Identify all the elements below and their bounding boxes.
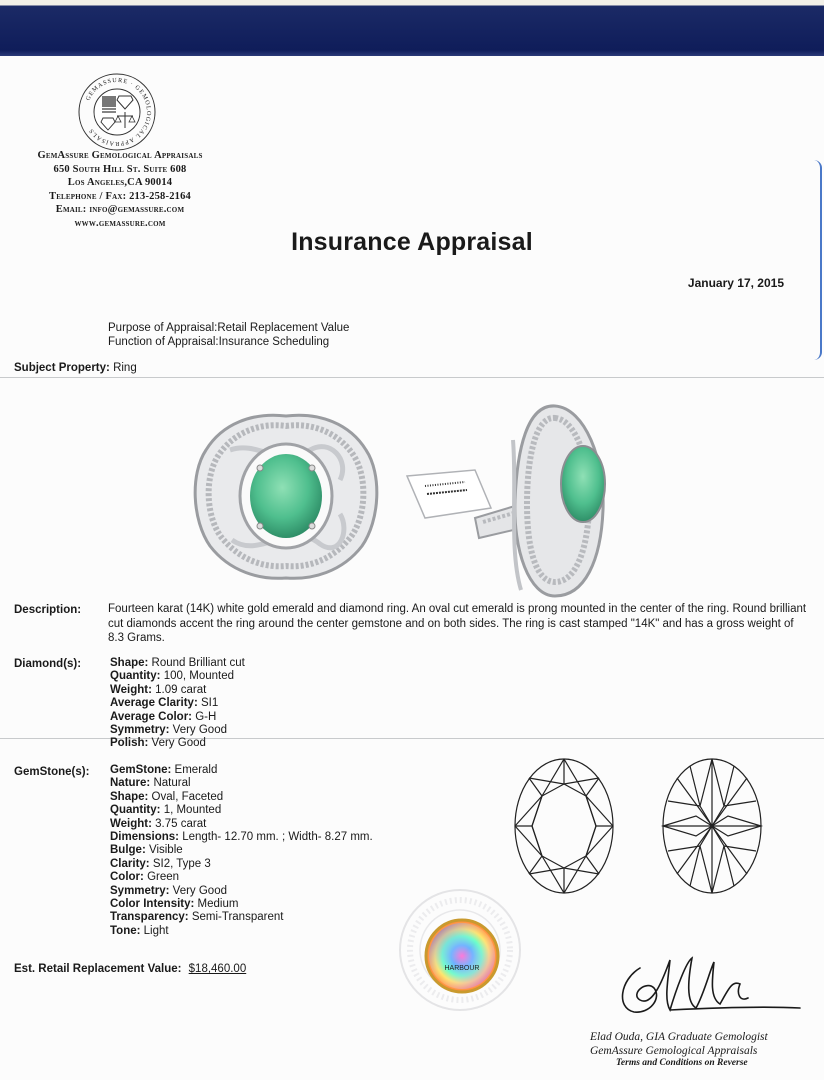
spec-row	[110, 831, 373, 844]
oval-crown-diagram	[512, 756, 616, 896]
purpose-line: Purpose of Appraisal:Retail Replacement Value	[108, 322, 350, 334]
company-phone: Telephone / Fax: 213-258-2164	[48, 190, 191, 202]
gemstones-label: GemStone(s):	[14, 766, 90, 778]
ring-photo-front	[190, 410, 382, 582]
spec-key: Nature:	[110, 777, 151, 790]
spec-row	[110, 858, 373, 871]
fold-line	[0, 377, 824, 378]
spec-value: Round Brilliant cut	[151, 657, 245, 669]
signatory-block	[590, 1030, 810, 1058]
oval-pavilion-diagram	[660, 756, 764, 896]
description-text: Fourteen karat (14K) white gold emerald and diamond ring. An oval cut emerald is prong mounted in the center of the ring. Round brilliant cut diamonds accent the ring around the center gemstone and on both sides. The ring is cast stamped "14K" and has a gross weight of 8.3 Grams.	[108, 603, 807, 644]
description-label: Description:	[14, 604, 82, 616]
signatory-company: GemAssure Gemological Appraisals	[590, 1045, 758, 1057]
spec-value: Visible	[148, 844, 183, 857]
terms-note: Terms and Conditions on Reverse	[616, 1058, 748, 1068]
spec-row	[110, 804, 373, 817]
spec-row	[110, 724, 245, 737]
diamonds-label: Diamond(s):	[14, 658, 82, 670]
spec-value: Oval, Faceted	[151, 790, 224, 803]
ring-photo-side	[405, 400, 625, 600]
gemstone-specs	[110, 764, 373, 938]
spec-row	[110, 818, 373, 831]
spec-value: 1, Mounted	[163, 804, 222, 817]
spec-key: Bulge:	[110, 844, 146, 857]
hologram-sticker	[424, 918, 500, 994]
subject-value: Ring	[113, 362, 137, 374]
spec-row	[110, 657, 245, 670]
company-website: www.gemassure.com	[74, 217, 166, 229]
spec-key: Average Color:	[110, 710, 193, 723]
spec-row	[110, 911, 373, 924]
spec-value: G-H	[195, 710, 217, 723]
spec-key: GemStone:	[110, 764, 172, 776]
subject-property	[14, 362, 137, 374]
spec-key: Average Clarity:	[110, 697, 198, 710]
spec-row	[110, 684, 245, 697]
spec-key: Polish:	[110, 737, 149, 750]
spec-row	[110, 871, 373, 884]
spec-key: Color Intensity:	[110, 898, 195, 911]
spec-value: Medium	[197, 898, 239, 911]
spec-value: Very Good	[172, 724, 227, 737]
spec-value: 100, Mounted	[163, 670, 235, 683]
spec-value: Natural	[153, 777, 191, 790]
spec-key: Color:	[110, 871, 144, 884]
spec-value: Green	[147, 871, 180, 884]
spec-value: Semi-Transparent	[191, 911, 284, 924]
spec-row	[110, 737, 245, 750]
spec-row	[110, 697, 245, 710]
spec-value: Light	[143, 924, 169, 937]
header-band	[0, 0, 824, 56]
spec-value: SI2, Type 3	[152, 857, 211, 870]
spec-key: Tone:	[110, 924, 141, 937]
spec-value: Length- 12.70 mm. ; Width- 8.27 mm.	[182, 831, 373, 844]
document-date: January 17, 2015	[687, 276, 784, 290]
spec-value: 3.75 carat	[155, 817, 207, 830]
company-address-line1: 650 South Hill St. Suite 608	[53, 163, 187, 175]
spec-row	[110, 711, 245, 724]
hologram-text: HARBOUR	[444, 965, 480, 972]
company-address-line2: Los Angeles,CA 90014	[67, 177, 173, 188]
subject-label: Subject Property:	[14, 362, 110, 374]
company-email: Email: info@gemassure.com	[55, 204, 185, 215]
spec-row	[110, 764, 373, 777]
handwritten-signature	[610, 950, 805, 1020]
spec-key: Symmetry:	[110, 724, 170, 737]
spec-key: Weight:	[110, 683, 152, 696]
svg-text:GEMASSURE · GEMOLOGICAL APPRAI: GEMASSURE · GEMOLOGICAL APPRAISALS	[84, 76, 153, 148]
replacement-value	[14, 963, 246, 975]
signatory-name: Elad Ouda, GIA Graduate Gemologist	[590, 1031, 768, 1043]
value-amount: $18,460.00	[188, 963, 247, 975]
spec-row	[110, 844, 373, 857]
spec-key: Dimensions:	[110, 831, 180, 844]
company-block	[0, 149, 240, 230]
diamond-specs	[110, 657, 245, 751]
spec-value: Emerald	[174, 764, 218, 776]
spec-key: Shape:	[110, 790, 149, 803]
spec-row	[110, 885, 373, 898]
gemassure-logo	[77, 72, 157, 152]
spec-row	[110, 670, 245, 683]
spec-row	[110, 925, 373, 938]
spec-value: SI1	[200, 697, 219, 710]
spec-key: Clarity:	[110, 857, 150, 870]
spec-row	[110, 898, 373, 911]
spec-key: Symmetry:	[110, 884, 170, 897]
paper-edge-mark	[814, 160, 822, 360]
spec-value: 1.09 carat	[155, 683, 207, 696]
document-title: Insurance Appraisal	[291, 228, 533, 256]
spec-key: Transparency:	[110, 911, 189, 924]
spec-value: Very Good	[151, 737, 206, 750]
spec-row	[110, 791, 373, 804]
purpose-block	[108, 321, 349, 349]
company-name: GemAssure Gemological Appraisals	[37, 150, 203, 161]
spec-key: Weight:	[110, 817, 152, 830]
spec-key: Shape:	[110, 657, 149, 669]
spec-key: Quantity:	[110, 670, 161, 683]
spec-value: Very Good	[172, 884, 227, 897]
function-line: Function of Appraisal:Insurance Scheduling	[108, 336, 330, 348]
value-label: Est. Retail Replacement Value:	[14, 963, 182, 975]
spec-row	[110, 777, 373, 790]
spec-key: Quantity:	[110, 804, 161, 817]
